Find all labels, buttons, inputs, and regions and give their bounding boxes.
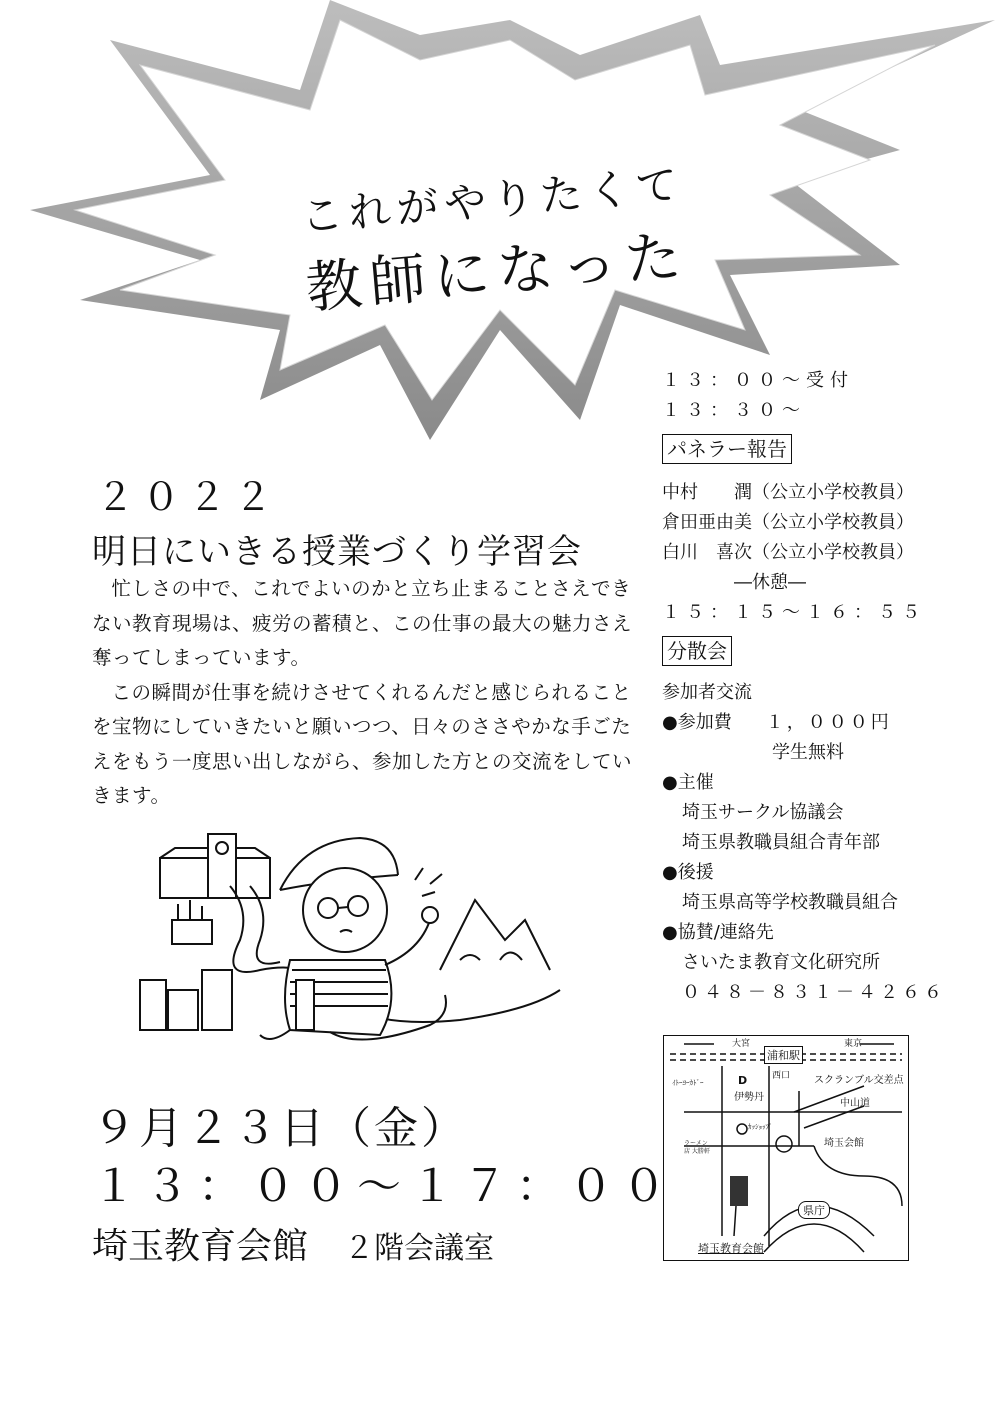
group-description: 参加者交流 bbox=[662, 682, 752, 703]
contact-org: さいたま教育文化研究所 bbox=[682, 952, 880, 973]
panelist-role: （公立小学校教員） bbox=[752, 512, 914, 533]
venue-room: ２階会議室 bbox=[344, 1231, 495, 1266]
organizer-label: ●主催 bbox=[662, 772, 714, 793]
fee-label: ●参加費 bbox=[662, 712, 732, 733]
organizer: 埼玉県教職員組合青年部 bbox=[682, 832, 880, 853]
contact-label: ●協賛/連絡先 bbox=[662, 922, 774, 943]
map-omiya: 大宮 bbox=[732, 1039, 751, 1049]
map-ramen: ラーメン店 大勝軒 bbox=[684, 1140, 710, 1155]
map-west-exit: 西口 bbox=[772, 1071, 791, 1081]
map-d-mark: D bbox=[738, 1074, 748, 1087]
description-paragraph: この瞬間が仕事を続けさせてくれるんだと感じられることを宝物にしていきたいと願いつつ、日々のささやかな手ごたえをもう一度思い出しながら、参加した方との交流をしていきます。 bbox=[92, 680, 633, 807]
organizer: 埼玉サークル協議会 bbox=[682, 802, 844, 823]
contact-phone: ０４８－８３１－４２６６ bbox=[682, 982, 946, 1003]
group-heading: 分散会 bbox=[662, 636, 732, 666]
map-isetan: 伊勢丹 bbox=[734, 1092, 764, 1103]
catchphrase-line1: これがやりたくて bbox=[298, 159, 686, 242]
teacher-illustration bbox=[130, 820, 570, 1060]
map-saitama-kaikan: 埼玉会館 bbox=[824, 1138, 864, 1149]
description-paragraph: 忙しさの中で、これでよいのかと立ち止まることさえできない教育現場は、疲労の蓄積と、この仕事の最大の魅力さえ奪ってしまっています。 bbox=[92, 577, 633, 669]
panelist-name: 中村 潤 bbox=[662, 482, 752, 503]
panelist bbox=[662, 538, 992, 568]
schedule-column bbox=[662, 366, 992, 1008]
catchphrase-line2: 教師になった bbox=[303, 223, 692, 322]
access-map bbox=[663, 1035, 909, 1261]
panelist-name: 倉田亜由美 bbox=[662, 512, 752, 533]
event-title: 明日にいきる授業づくり学習会 bbox=[92, 532, 582, 572]
map-nakasendo: 中山道 bbox=[840, 1098, 870, 1109]
panelist-name: 白川 喜次 bbox=[662, 542, 752, 563]
event-venue bbox=[92, 1218, 494, 1269]
map-shop: ｶｯｼｮｯﾌﾟ bbox=[748, 1123, 773, 1131]
event-description bbox=[92, 572, 632, 814]
start-time: １３：３０～ bbox=[662, 400, 806, 421]
support-label: ●後援 bbox=[662, 862, 714, 883]
map-scramble: スクランブル交差点 bbox=[814, 1075, 904, 1086]
event-date: ９月２３日（金） bbox=[92, 1103, 468, 1154]
panelist bbox=[662, 508, 992, 538]
map-venue-label: 埼玉教育会館 bbox=[698, 1242, 764, 1255]
event-year: ２０２２ bbox=[96, 475, 281, 519]
event-time: １３：００～１７：００ bbox=[92, 1161, 675, 1212]
map-tokyo: 東京 bbox=[844, 1039, 863, 1049]
venue-building-icon bbox=[730, 1176, 748, 1206]
panelist bbox=[662, 478, 992, 508]
map-itoyokado: ｲﾄｰﾖｰｶﾄﾞｰ bbox=[672, 1079, 704, 1087]
panelist-role: （公立小学校教員） bbox=[752, 542, 914, 563]
fee-value: １，０００円 bbox=[765, 712, 892, 733]
reception-time: １３：００～受付 bbox=[662, 370, 854, 391]
panelist-role: （公立小学校教員） bbox=[752, 482, 914, 503]
fee-student: 学生無料 bbox=[772, 742, 844, 763]
break-label: ―休憩― bbox=[734, 572, 806, 593]
map-station: 浦和駅 bbox=[764, 1046, 803, 1064]
panel-heading: パネラー報告 bbox=[662, 434, 792, 464]
fee-line bbox=[662, 708, 992, 738]
map-prefecture-office: 県庁 bbox=[798, 1201, 830, 1219]
supporter: 埼玉県高等学校教職員組合 bbox=[682, 892, 898, 913]
venue-name: 埼玉教育会館 bbox=[92, 1226, 309, 1267]
session2-time: １５：１５～１６：５５ bbox=[662, 602, 926, 623]
